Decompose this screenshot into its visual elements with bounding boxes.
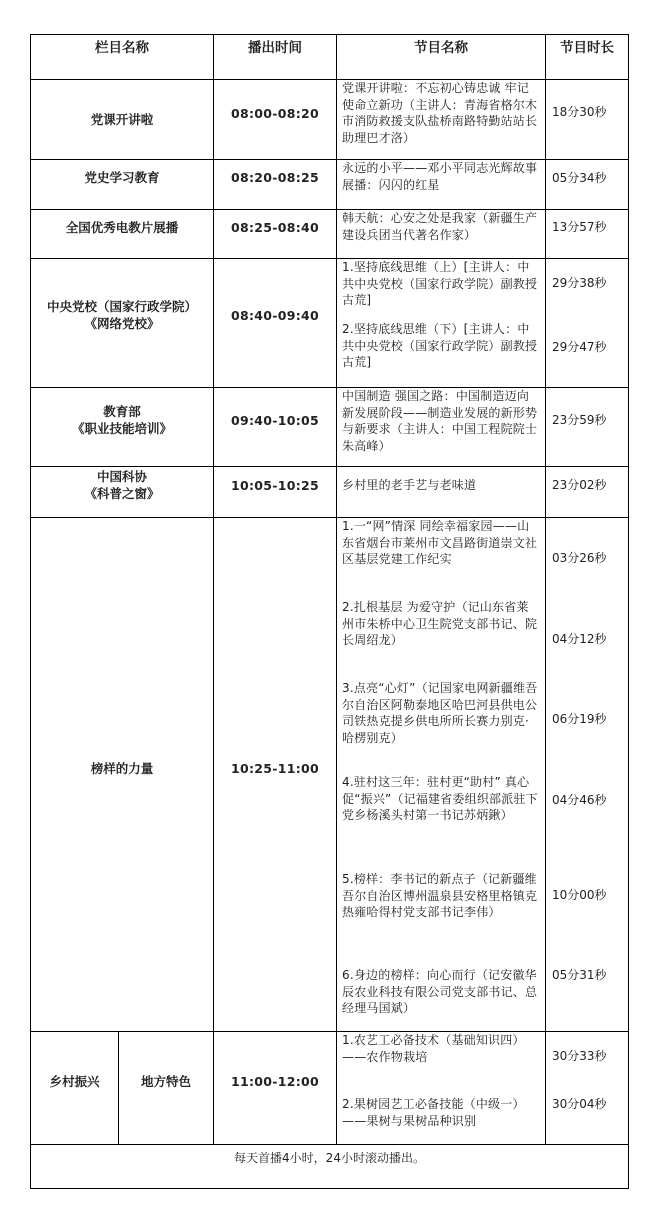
program-title: 1.坚持底线思维（上）[主讲人：中共中央党校（国家行政学院）副教授古荒] bbox=[342, 260, 538, 307]
rule bbox=[628, 34, 629, 1189]
column-name bbox=[31, 388, 213, 452]
rule bbox=[30, 1144, 628, 1145]
air-time: 10:05-10:25 bbox=[230, 477, 320, 493]
program-duration: 05分34秒 bbox=[552, 171, 607, 185]
air-time: 08:25-08:40 bbox=[230, 219, 320, 235]
program-duration: 23分02秒 bbox=[552, 478, 607, 492]
column-name-line: 中国科协 bbox=[96, 469, 147, 484]
program-duration: 18分30秒 bbox=[552, 105, 607, 119]
air-time: 08:00-08:20 bbox=[230, 105, 320, 121]
program-title: 2.扎根基层 为爱守护（记山东省莱州市朱桥中心卫生院党支部书记、院长周绍龙） bbox=[342, 600, 538, 647]
program-duration: 04分46秒 bbox=[552, 793, 607, 807]
program-title: 5.榜样：李书记的新点子（记新疆维吾尔自治区博州温泉县安格里格镇克热雍哈得村党支部书记李伟） bbox=[342, 872, 538, 919]
program-duration: 29分38秒 bbox=[552, 276, 607, 290]
program-duration: 03分26秒 bbox=[552, 551, 607, 565]
column-name bbox=[31, 467, 213, 503]
column-name-line: 中央党校（国家行政学院） bbox=[46, 299, 197, 314]
header-program-name: 节目名称 bbox=[414, 39, 468, 56]
header-duration: 节目时长 bbox=[560, 39, 614, 56]
program-title: 中国制造 强国之路：中国制造迈向新发展阶段——制造业发展的新形势与新要求（主讲人：中国工程院院士朱高峰） bbox=[342, 389, 538, 453]
column-name: 榜样的力量 bbox=[90, 760, 154, 776]
sub-column-name: 地方特色 bbox=[140, 1073, 191, 1089]
program-title: 2.果树园艺工必备技能（中级一）——果树与果树品种识别 bbox=[342, 1097, 525, 1128]
column-name: 党课开讲啦 bbox=[90, 112, 154, 127]
program-title: 乡村里的老手艺与老味道 bbox=[342, 478, 477, 492]
air-time: 11:00-12:00 bbox=[230, 1073, 320, 1089]
program-duration: 30分04秒 bbox=[552, 1097, 607, 1111]
rule bbox=[336, 34, 337, 1145]
program-duration: 29分47秒 bbox=[552, 340, 607, 354]
program-title: 1.一“网”情深 同绘幸福家园——山东省烟台市莱州市文昌路街道崇文社区基层党建工作纪实 bbox=[342, 519, 538, 566]
column-name-line: 《网络党校》 bbox=[84, 316, 160, 331]
program-duration: 06分19秒 bbox=[552, 712, 607, 726]
program-title: 1.农艺工必备技术（基础知识四）——农作物栽培 bbox=[342, 1033, 525, 1064]
program-duration: 10分00秒 bbox=[552, 888, 607, 902]
program-duration: 23分59秒 bbox=[552, 413, 607, 427]
program-duration: 05分31秒 bbox=[552, 968, 607, 982]
column-name-line: 《科普之窗》 bbox=[84, 486, 160, 501]
program-duration: 13分57秒 bbox=[552, 220, 607, 234]
program-title: 4.驻村这三年：驻村更“助村” 真心促“振兴”（记福建省委组织部派驻下党乡杨溪头村第一书记苏炳鍬） bbox=[342, 775, 538, 822]
program-duration: 04分12秒 bbox=[552, 632, 607, 646]
column-name: 乡村振兴 bbox=[49, 1073, 100, 1089]
air-time: 10:25-11:00 bbox=[230, 760, 320, 776]
column-name bbox=[31, 259, 213, 371]
program-title: 2.坚持底线思维（下）[主讲人：中共中央党校（国家行政学院）副教授古荒] bbox=[342, 322, 538, 369]
header-column-name: 栏目名称 bbox=[95, 39, 149, 56]
column-name: 全国优秀电教片展播 bbox=[65, 219, 179, 235]
program-title: 3.点亮“心灯”（记国家电网新疆维吾尔自治区阿勒泰地区哈巴河县供电公司铁热克提乡供电所所长赛力别克·哈楞别克） bbox=[342, 681, 538, 745]
rule bbox=[545, 34, 546, 1145]
program-duration: 30分33秒 bbox=[552, 1049, 607, 1063]
program-title: 6.身边的榜样：向心而行（记安徽华辰农业科技有限公司党支部书记、总经理马国斌） bbox=[342, 968, 538, 1015]
air-time: 09:40-10:05 bbox=[230, 412, 320, 428]
column-name: 党史学习教育 bbox=[84, 170, 160, 185]
footer-note: 每天首播4小时，24小时滚动播出。 bbox=[234, 1151, 425, 1165]
air-time: 08:40-09:40 bbox=[230, 307, 320, 323]
rule bbox=[30, 1188, 628, 1189]
program-title: 党课开讲啦：不忘初心铸忠诚 牢记使命立新功（主讲人：青海省格尔木市消防救援支队盐桥南路特勤站站长助理巴才洛） bbox=[342, 81, 538, 145]
program-title: 永远的小平——邓小平同志光辉故事展播：闪闪的红星 bbox=[342, 161, 538, 192]
header-air-time: 播出时间 bbox=[248, 39, 302, 56]
program-title: 韩天航：心安之处是我家（新疆生产建设兵团当代著名作家） bbox=[342, 211, 538, 242]
column-name-line: 教育部 bbox=[103, 404, 141, 419]
air-time: 08:20-08:25 bbox=[230, 170, 320, 185]
column-name-line: 《职业技能培训》 bbox=[71, 421, 172, 436]
